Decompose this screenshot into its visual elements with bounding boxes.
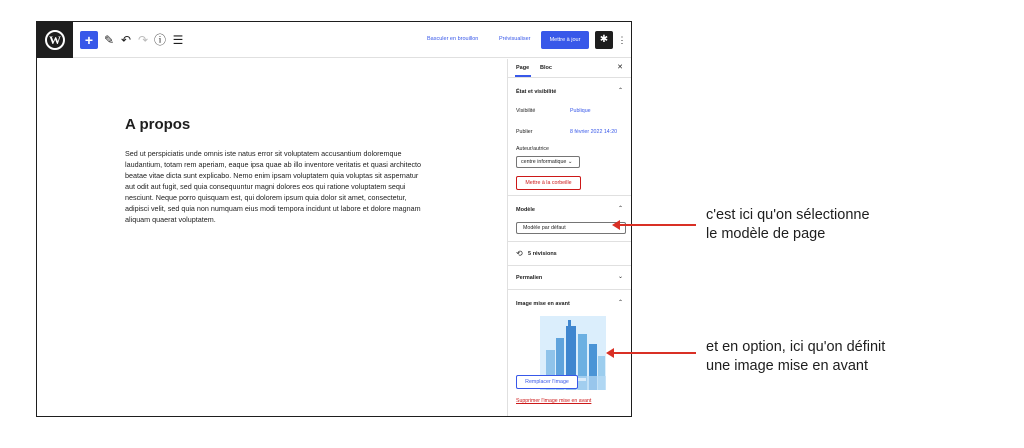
panel-title[interactable]: Image mise en avant bbox=[516, 301, 570, 307]
tools-pen-icon[interactable]: ✎ bbox=[103, 33, 115, 47]
tab-bloc[interactable]: Bloc bbox=[540, 65, 552, 71]
wordpress-logo-button[interactable] bbox=[37, 22, 73, 58]
panel-title[interactable]: État et visibilité bbox=[516, 89, 557, 95]
chevron-down-icon[interactable]: ⌄ bbox=[617, 274, 623, 280]
document-outline-icon[interactable]: ☰ bbox=[172, 33, 184, 47]
revisions-label[interactable]: 5 révisions bbox=[528, 251, 557, 257]
undo-icon[interactable]: ↶ bbox=[120, 33, 132, 47]
annotation-featured-image-note bbox=[706, 338, 885, 376]
revisions-panel[interactable] bbox=[508, 242, 631, 266]
tab-page[interactable]: Page bbox=[516, 65, 530, 71]
annotation-arrow-featured-image bbox=[612, 352, 696, 354]
replace-image-button[interactable]: Remplacer l'image bbox=[516, 375, 578, 389]
visibility-label: Visibilité bbox=[516, 108, 536, 114]
redo-icon[interactable]: ↷ bbox=[137, 33, 149, 47]
preview-button[interactable]: Prévisualiser bbox=[499, 36, 531, 42]
publish-date-toggle[interactable]: 8 février 2022 14:20 bbox=[570, 129, 618, 135]
wordpress-logo-icon: W bbox=[45, 30, 65, 50]
permalink-panel bbox=[508, 266, 631, 290]
editor-window bbox=[36, 21, 632, 417]
add-block-button[interactable]: + bbox=[80, 31, 98, 49]
settings-gear-icon[interactable]: ✱ bbox=[595, 31, 613, 49]
remove-featured-image-link[interactable]: Supprimer l'image mise en avant bbox=[516, 398, 592, 404]
chevron-down-icon: ⌄ bbox=[567, 159, 573, 165]
sidebar-tabs bbox=[508, 59, 631, 78]
chevron-up-icon[interactable]: ⌃ bbox=[617, 206, 623, 212]
template-select[interactable]: Modèle par défaut bbox=[516, 222, 626, 234]
annotation-line: une image mise en avant bbox=[706, 358, 869, 374]
paragraph-block[interactable]: Sed ut perspiciatis unde omnis iste natus error sit voluptatem accusantium doloremque laudantium, totam rem aperiam, eaque ipsa quae ab illo inventore veritatis et quasi architecto beatae vitae dicta sunt explicabo. Nemo enim ipsam voluptatem quia voluptas sit aspernatur aut odit aut fugit, sed quia consequuntur magni dolores eos qui ratione voluptatem sequi nesciunt. Neque porro quisquam est, qui dolorem ipsum quia dolor sit amet, consectetur, adipisci velit, sed quia non numquam eius modi tempora incidunt ut labore et dolore magnam aliquam quaerat voluptatem. bbox=[125, 149, 422, 224]
annotation-template-note bbox=[706, 206, 870, 244]
status-visibility-panel bbox=[508, 78, 631, 196]
author-select-value: centre informatique bbox=[521, 159, 567, 165]
close-icon[interactable]: ✕ bbox=[617, 64, 623, 71]
publish-label: Publier bbox=[516, 129, 533, 135]
visibility-toggle[interactable]: Publique bbox=[570, 108, 591, 114]
editor-canvas[interactable] bbox=[37, 59, 507, 417]
history-icon: ⟲ bbox=[516, 249, 523, 258]
author-label: Auteur/autrice bbox=[516, 146, 549, 152]
more-options-icon[interactable]: ⋮ bbox=[617, 35, 627, 45]
panel-title[interactable]: Modèle bbox=[516, 207, 535, 213]
annotation-line: le modèle de page bbox=[706, 226, 826, 242]
chevron-up-icon[interactable]: ⌃ bbox=[617, 88, 623, 94]
info-icon[interactable]: ⓘ bbox=[153, 33, 166, 47]
page-title[interactable]: A propos bbox=[125, 116, 191, 133]
panel-title[interactable]: Permalien bbox=[516, 275, 543, 281]
move-to-trash-button[interactable]: Mettre à la corbeille bbox=[516, 176, 581, 190]
annotation-line: et en option, ici qu'on définit bbox=[706, 339, 886, 355]
template-panel bbox=[508, 196, 631, 242]
annotation-line: c'est ici qu'on sélectionne bbox=[706, 207, 870, 223]
author-select[interactable] bbox=[516, 156, 580, 168]
chevron-up-icon[interactable]: ⌃ bbox=[617, 300, 623, 306]
settings-sidebar bbox=[507, 59, 631, 417]
annotation-arrow-template bbox=[618, 224, 696, 226]
top-toolbar bbox=[37, 22, 631, 58]
switch-to-draft-button[interactable]: Basculer en brouillon bbox=[427, 36, 479, 42]
update-button[interactable]: Mettre à jour bbox=[541, 31, 589, 49]
